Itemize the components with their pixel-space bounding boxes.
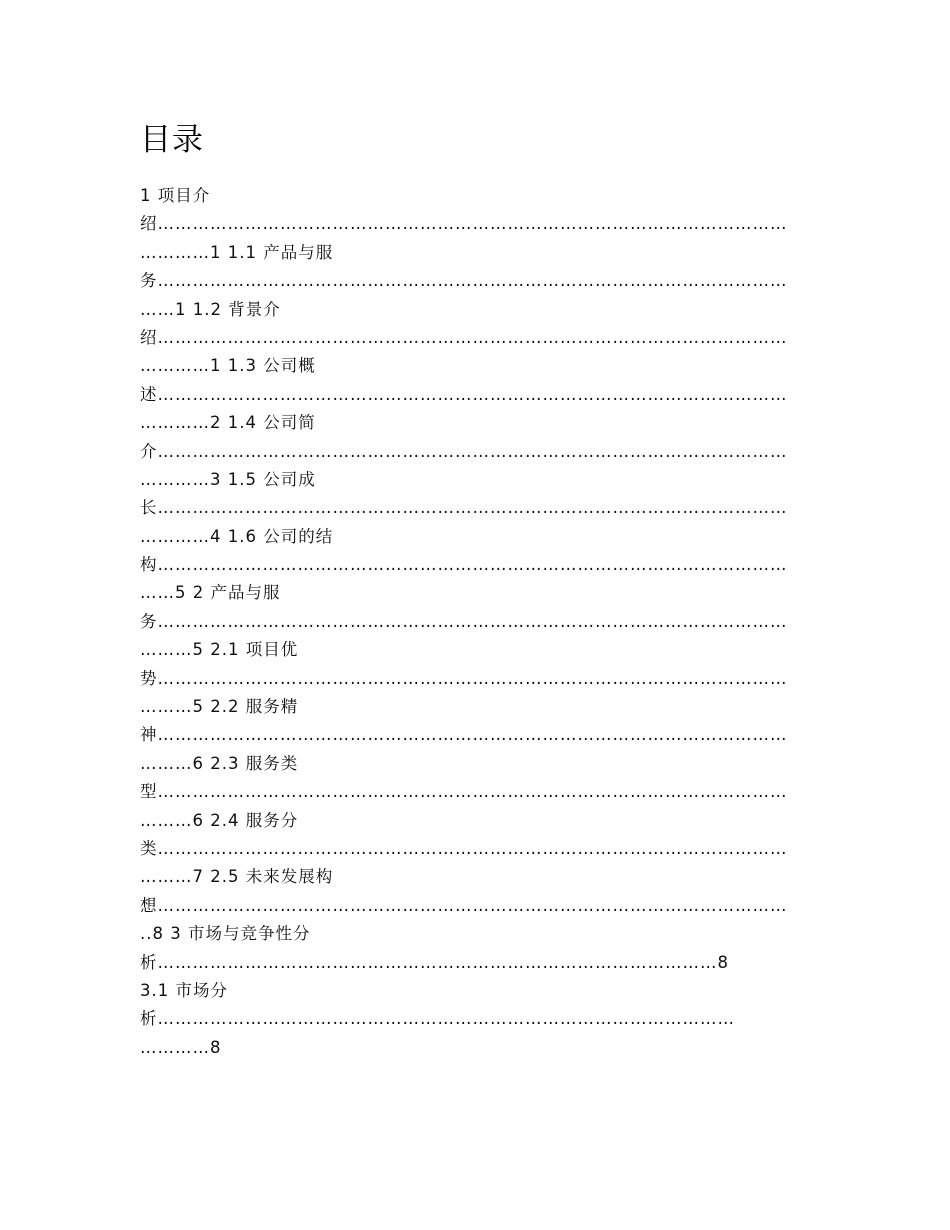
toc-line: 务………………………………………………………………………………………………	[140, 611, 788, 631]
toc-line: 析………………………………………………………………………………………	[140, 1009, 735, 1029]
toc-line: 长………………………………………………………………………………………………	[140, 498, 788, 518]
toc-line: ………6 2.4 服务分	[140, 810, 299, 830]
page-title: 目录	[140, 122, 204, 158]
toc-line: 介………………………………………………………………………………………………	[140, 441, 788, 461]
toc-line: …………2 1.4 公司简	[140, 413, 316, 433]
toc-line: 绍………………………………………………………………………………………………	[140, 214, 788, 234]
toc-line: ..8 3 市场与竞争性分	[140, 924, 311, 944]
toc-line: 绍………………………………………………………………………………………………	[140, 327, 788, 347]
toc-line: ………7 2.5 未来发展构	[140, 867, 334, 887]
toc-line: …………3 1.5 公司成	[140, 469, 316, 489]
toc-line: …………8	[140, 1037, 222, 1057]
toc-line: ……1 1.2 背景介	[140, 299, 281, 319]
toc-line: ……5 2 产品与服	[140, 583, 281, 603]
toc-line: 型………………………………………………………………………………………………	[140, 782, 788, 802]
toc-line: ………5 2.1 项目优	[140, 640, 299, 660]
toc-line: 类………………………………………………………………………………………………	[140, 838, 788, 858]
toc-line: 构………………………………………………………………………………………………	[140, 555, 788, 575]
toc-line: 势………………………………………………………………………………………………	[140, 668, 788, 688]
toc-line: …………1 1.3 公司概	[140, 356, 316, 376]
toc-line: 神………………………………………………………………………………………………	[140, 725, 788, 745]
toc-line: 1 项目介	[140, 186, 211, 205]
toc-line: …………1 1.1 产品与服	[140, 242, 334, 262]
toc-line: 述………………………………………………………………………………………………	[140, 384, 788, 404]
toc-line: 析……………………………………………………………………………………8	[140, 952, 729, 972]
toc-line: 务………………………………………………………………………………………………	[140, 271, 788, 291]
toc-line: 3.1 市场分	[140, 980, 228, 1000]
toc-line: 想………………………………………………………………………………………………	[140, 895, 788, 915]
toc-line: ………6 2.3 服务类	[140, 753, 299, 773]
table-of-contents	[140, 182, 810, 1062]
toc-line: ………5 2.2 服务精	[140, 697, 299, 717]
toc-line: …………4 1.6 公司的结	[140, 526, 334, 546]
